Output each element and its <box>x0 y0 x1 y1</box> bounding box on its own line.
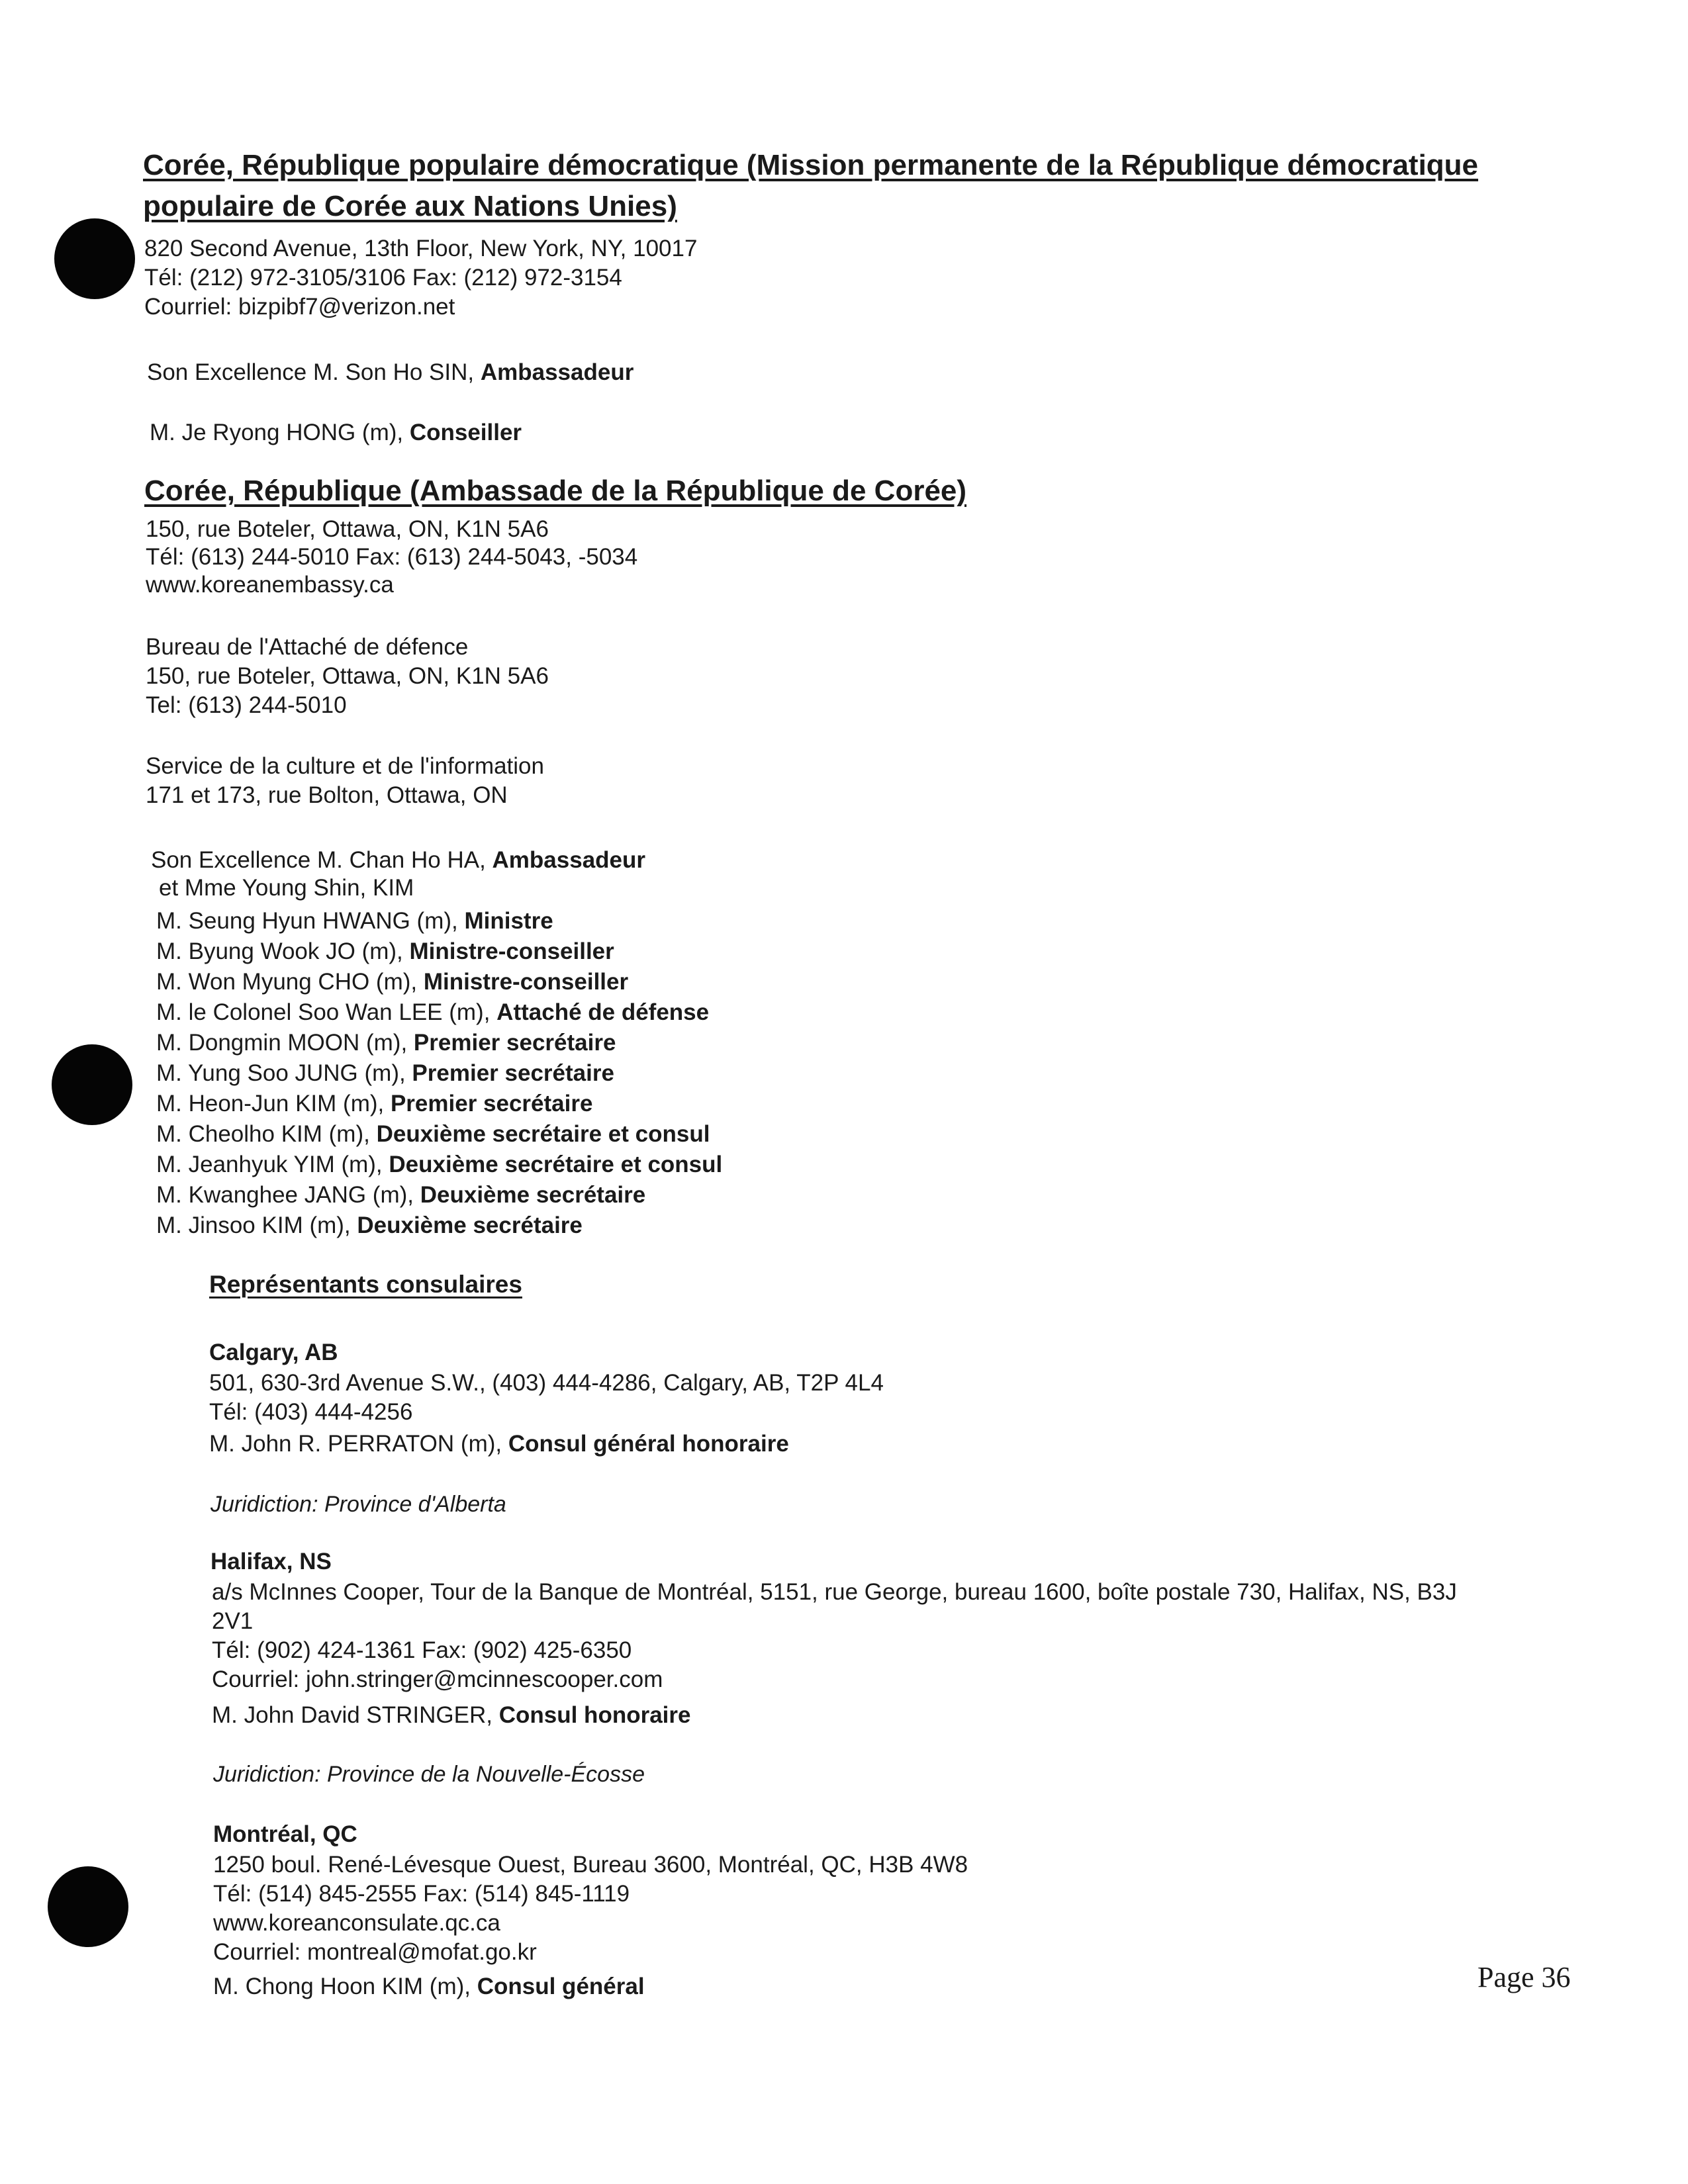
north-korea-email: Courriel: bizpibf7@verizon.net <box>144 294 455 320</box>
calgary-address: 501, 630-3rd Avenue S.W., (403) 444-4286, Calgary, AB, T2P 4L4 <box>209 1370 884 1396</box>
halifax-person <box>212 1704 690 1727</box>
staff-row <box>156 1062 614 1085</box>
north-korea-heading-line2: populaire de Corée aux Nations Unies) <box>143 190 677 222</box>
person-name: M. Dongmin MOON (m), <box>156 1030 414 1056</box>
south-korea-heading: Corée, République (Ambassade de la République de Corée) <box>144 475 967 507</box>
montreal-person <box>213 1975 645 1998</box>
halifax-city: Halifax, NS <box>211 1549 332 1574</box>
culture-office-address: 171 et 173, rue Bolton, Ottawa, ON <box>146 782 508 808</box>
person-name: Son Excellence M. Son Ho SIN, <box>147 359 481 385</box>
person-name: M. Kwanghee JANG (m), <box>156 1182 420 1208</box>
halifax-email: Courriel: john.stringer@mcinnescooper.com <box>212 1666 663 1692</box>
defence-office-phone: Tel: (613) 244-5010 <box>146 692 347 718</box>
punch-hole-middle <box>52 1044 132 1125</box>
staff-row <box>156 1183 645 1206</box>
calgary-phone: Tél: (403) 444-4256 <box>209 1399 413 1425</box>
punch-hole-bottom <box>48 1866 128 1947</box>
north-korea-phone: Tél: (212) 972-3105/3106 Fax: (212) 972-3154 <box>144 265 622 291</box>
person-name: M. Chong Hoon KIM (m), <box>213 1974 477 1999</box>
halifax-jurisdiction: Juridiction: Province de la Nouvelle-Écosse <box>213 1762 645 1787</box>
defence-office-address: 150, rue Boteler, Ottawa, ON, K1N 5A6 <box>146 663 549 689</box>
south-korea-address: 150, rue Boteler, Ottawa, ON, K1N 5A6 <box>146 516 549 542</box>
person-title: Premier secrétaire <box>412 1060 614 1086</box>
person-name: M. Jinsoo KIM (m), <box>156 1212 357 1238</box>
halifax-address-line1: a/s McInnes Cooper, Tour de la Banque de Montréal, 5151, rue George, bureau 1600, boîte postale 730, Halifax, NS, B3J <box>212 1579 1457 1605</box>
north-korea-address: 820 Second Avenue, 13th Floor, New York, NY, 10017 <box>144 236 698 261</box>
north-korea-person-2 <box>150 421 522 444</box>
culture-office-name: Service de la culture et de l'information <box>146 753 544 779</box>
person-title: Premier secrétaire <box>413 1030 616 1056</box>
staff-row <box>156 909 553 933</box>
person-title: Attaché de défense <box>496 999 710 1025</box>
montreal-email: Courriel: montreal@mofat.go.kr <box>213 1939 537 1965</box>
south-korea-phone: Tél: (613) 244-5010 Fax: (613) 244-5043, -5034 <box>146 544 638 570</box>
person-title: Conseiller <box>409 420 522 445</box>
staff-row <box>156 970 628 993</box>
calgary-person <box>209 1432 789 1455</box>
person-title: Ministre-conseiller <box>423 969 629 995</box>
person-name: M. le Colonel Soo Wan LEE (m), <box>156 999 497 1025</box>
ambassador-line <box>151 848 645 872</box>
staff-row <box>156 1031 616 1054</box>
staff-row <box>156 1214 583 1237</box>
person-name: M. John David STRINGER, <box>212 1702 499 1728</box>
defence-office-name: Bureau de l'Attaché de défence <box>146 634 469 660</box>
staff-row <box>156 1122 710 1146</box>
person-title: Deuxième secrétaire et consul <box>376 1121 710 1147</box>
person-name: M. Heon-Jun KIM (m), <box>156 1091 391 1116</box>
consular-heading: Représentants consulaires <box>209 1271 522 1298</box>
calgary-city: Calgary, AB <box>209 1340 338 1365</box>
person-title: Deuxième secrétaire <box>357 1212 583 1238</box>
person-title: Ambassadeur <box>492 847 645 873</box>
halifax-address-line2: 2V1 <box>212 1608 254 1634</box>
person-title: Premier secrétaire <box>390 1091 593 1116</box>
person-name: M. Yung Soo JUNG (m), <box>156 1060 412 1086</box>
staff-row <box>156 940 614 963</box>
person-name: M. Won Myung CHO (m), <box>156 969 424 995</box>
person-name: M. Jeanhyuk YIM (m), <box>156 1152 389 1177</box>
person-name: M. John R. PERRATON (m), <box>209 1431 508 1457</box>
page-number: Page 36 <box>1477 1961 1571 1993</box>
punch-hole-top <box>54 218 135 299</box>
person-name: M. Je Ryong HONG (m), <box>150 420 410 445</box>
person-name: Son Excellence M. Chan Ho HA, <box>151 847 492 873</box>
person-title: Deuxième secrétaire et consul <box>389 1152 723 1177</box>
north-korea-person-1 <box>147 361 633 384</box>
north-korea-heading-line1: Corée, République populaire démocratique (Mission permanente de la République démocratique <box>143 149 1479 181</box>
person-title: Ambassadeur <box>480 359 634 385</box>
montreal-website: www.koreanconsulate.qc.ca <box>213 1910 500 1936</box>
montreal-phone: Tél: (514) 845-2555 Fax: (514) 845-1119 <box>213 1881 630 1907</box>
halifax-phone: Tél: (902) 424-1361 Fax: (902) 425-6350 <box>212 1637 632 1663</box>
person-name: M. Cheolho KIM (m), <box>156 1121 377 1147</box>
staff-row <box>156 1153 722 1176</box>
person-title: Consul honoraire <box>498 1702 691 1728</box>
person-title: Ministre <box>464 908 553 934</box>
person-name: M. Byung Wook JO (m), <box>156 938 410 964</box>
calgary-jurisdiction: Juridiction: Province d'Alberta <box>211 1492 506 1517</box>
person-title: Deuxième secrétaire <box>420 1182 646 1208</box>
montreal-address: 1250 boul. René-Lévesque Ouest, Bureau 3600, Montréal, QC, H3B 4W8 <box>213 1852 968 1878</box>
south-korea-website: www.koreanembassy.ca <box>146 572 394 598</box>
person-title: Consul général <box>477 1974 645 1999</box>
person-name: M. Seung Hyun HWANG (m), <box>156 908 465 934</box>
ambassador-spouse: et Mme Young Shin, KIM <box>159 875 414 901</box>
person-title: Consul général honoraire <box>508 1431 789 1457</box>
staff-row <box>156 1001 709 1024</box>
montreal-city: Montréal, QC <box>213 1821 357 1847</box>
staff-row <box>156 1092 592 1115</box>
person-title: Ministre-conseiller <box>409 938 614 964</box>
